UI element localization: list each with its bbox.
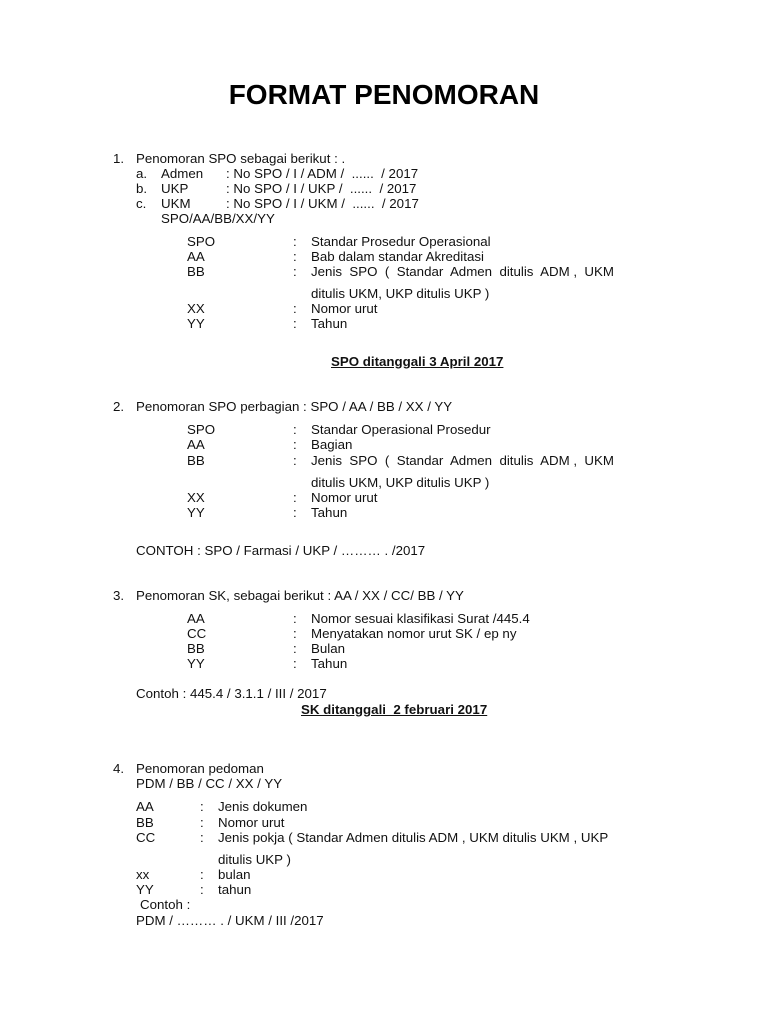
def-key: BB <box>187 264 205 279</box>
def-value: Tahun <box>311 316 348 331</box>
def-value: Standar Prosedur Operasional <box>311 234 491 249</box>
def-value-continued: ditulis UKP ) <box>218 852 291 867</box>
def-colon: : <box>293 641 297 656</box>
s1-item-a-text: : No SPO / I / ADM / ...... / 2017 <box>226 166 419 181</box>
def-key: XX <box>187 490 205 505</box>
def-value: Tahun <box>311 505 348 520</box>
s1-item-a-letter: a. <box>136 166 148 181</box>
def-value: Jenis pokja ( Standar Admen ditulis ADM , UKM ditulis UKM , UKP <box>218 830 609 845</box>
def-value: Standar Operasional Prosedur <box>311 422 491 437</box>
s1-date-note: SPO ditanggali 3 April 2017 <box>331 354 504 369</box>
def-value: tahun <box>218 882 252 897</box>
def-colon: : <box>293 656 297 671</box>
def-value: Bulan <box>311 641 346 656</box>
def-value: Tahun <box>311 656 348 671</box>
section-4-number: 4. <box>113 761 125 776</box>
def-colon: : <box>293 490 297 505</box>
def-value: Jenis SPO ( Standar Admen ditulis ADM , UKM <box>311 264 614 279</box>
def-colon: : <box>293 264 297 279</box>
page-title: FORMAT PENOMORAN <box>228 79 540 110</box>
def-value: Nomor urut <box>311 490 378 505</box>
def-value: bulan <box>218 867 251 882</box>
s4-example-label: Contoh : <box>140 897 191 912</box>
def-colon: : <box>293 301 297 316</box>
def-key: AA <box>136 799 154 814</box>
def-key: xx <box>136 867 150 882</box>
def-key: SPO <box>187 234 216 249</box>
s1-pattern: SPO/AA/BB/XX/YY <box>161 211 275 226</box>
def-colon: : <box>293 234 297 249</box>
def-colon: : <box>293 611 297 626</box>
def-key: AA <box>187 249 205 264</box>
def-key: BB <box>136 815 154 830</box>
s1-item-a-label: Admen <box>161 166 204 181</box>
def-colon: : <box>200 867 204 882</box>
def-key: YY <box>187 505 205 520</box>
def-key: XX <box>187 301 205 316</box>
def-colon: : <box>200 830 204 845</box>
def-value: Nomor sesuai klasifikasi Surat /445.4 <box>311 611 530 626</box>
def-key: AA <box>187 611 205 626</box>
def-colon: : <box>200 882 204 897</box>
def-value: Jenis SPO ( Standar Admen ditulis ADM , UKM <box>311 453 614 468</box>
def-value: Bagian <box>311 437 353 452</box>
def-value: Jenis dokumen <box>218 799 308 814</box>
s1-item-c-label: UKM <box>161 196 191 211</box>
s3-example: Contoh : 445.4 / 3.1.1 / III / 2017 <box>136 686 327 701</box>
s1-item-c-letter: c. <box>136 196 147 211</box>
section-4-heading: Penomoran pedoman <box>136 761 264 776</box>
def-colon: : <box>293 505 297 520</box>
def-key: YY <box>187 656 205 671</box>
def-colon: : <box>293 437 297 452</box>
section-2-heading: Penomoran SPO perbagian : SPO / AA / BB / XX / YY <box>136 399 453 414</box>
s3-date-note: SK ditanggali 2 februari 2017 <box>301 702 488 717</box>
def-value: Nomor urut <box>218 815 285 830</box>
def-key: YY <box>187 316 205 331</box>
def-colon: : <box>293 316 297 331</box>
def-key: BB <box>187 453 205 468</box>
def-key: BB <box>187 641 205 656</box>
def-value: Nomor urut <box>311 301 378 316</box>
def-value: Menyatakan nomor urut SK / ep ny <box>311 626 517 641</box>
def-colon: : <box>293 249 297 264</box>
def-key: AA <box>187 437 205 452</box>
def-colon: : <box>293 453 297 468</box>
def-key: CC <box>136 830 156 845</box>
def-value-continued: ditulis UKM, UKP ditulis UKP ) <box>311 475 490 490</box>
def-value: Bab dalam standar Akreditasi <box>311 249 484 264</box>
def-colon: : <box>293 422 297 437</box>
def-colon: : <box>200 799 204 814</box>
def-key: SPO <box>187 422 216 437</box>
def-key: CC <box>187 626 207 641</box>
s4-pattern: PDM / BB / CC / XX / YY <box>136 776 283 791</box>
s1-item-b-label: UKP <box>161 181 189 196</box>
def-key: YY <box>136 882 154 897</box>
s4-example: PDM / ……… . / UKM / III /2017 <box>136 913 324 928</box>
section-3-heading: Penomoran SK, sebagai berikut : AA / XX / CC/ BB / YY <box>136 588 464 603</box>
s1-item-b-text: : No SPO / I / UKP / ...... / 2017 <box>226 181 417 196</box>
def-value-continued: ditulis UKM, UKP ditulis UKP ) <box>311 286 490 301</box>
section-1-heading: Penomoran SPO sebagai berikut : . <box>136 151 346 166</box>
section-3-number: 3. <box>113 588 125 603</box>
def-colon: : <box>293 626 297 641</box>
s1-item-b-letter: b. <box>136 181 148 196</box>
def-colon: : <box>200 815 204 830</box>
s2-example: CONTOH : SPO / Farmasi / UKP / ……… . /2017 <box>136 543 426 558</box>
section-2-number: 2. <box>113 399 125 414</box>
section-1-number: 1. <box>113 151 125 166</box>
s1-item-c-text: : No SPO / I / UKM / ...... / 2017 <box>226 196 419 211</box>
